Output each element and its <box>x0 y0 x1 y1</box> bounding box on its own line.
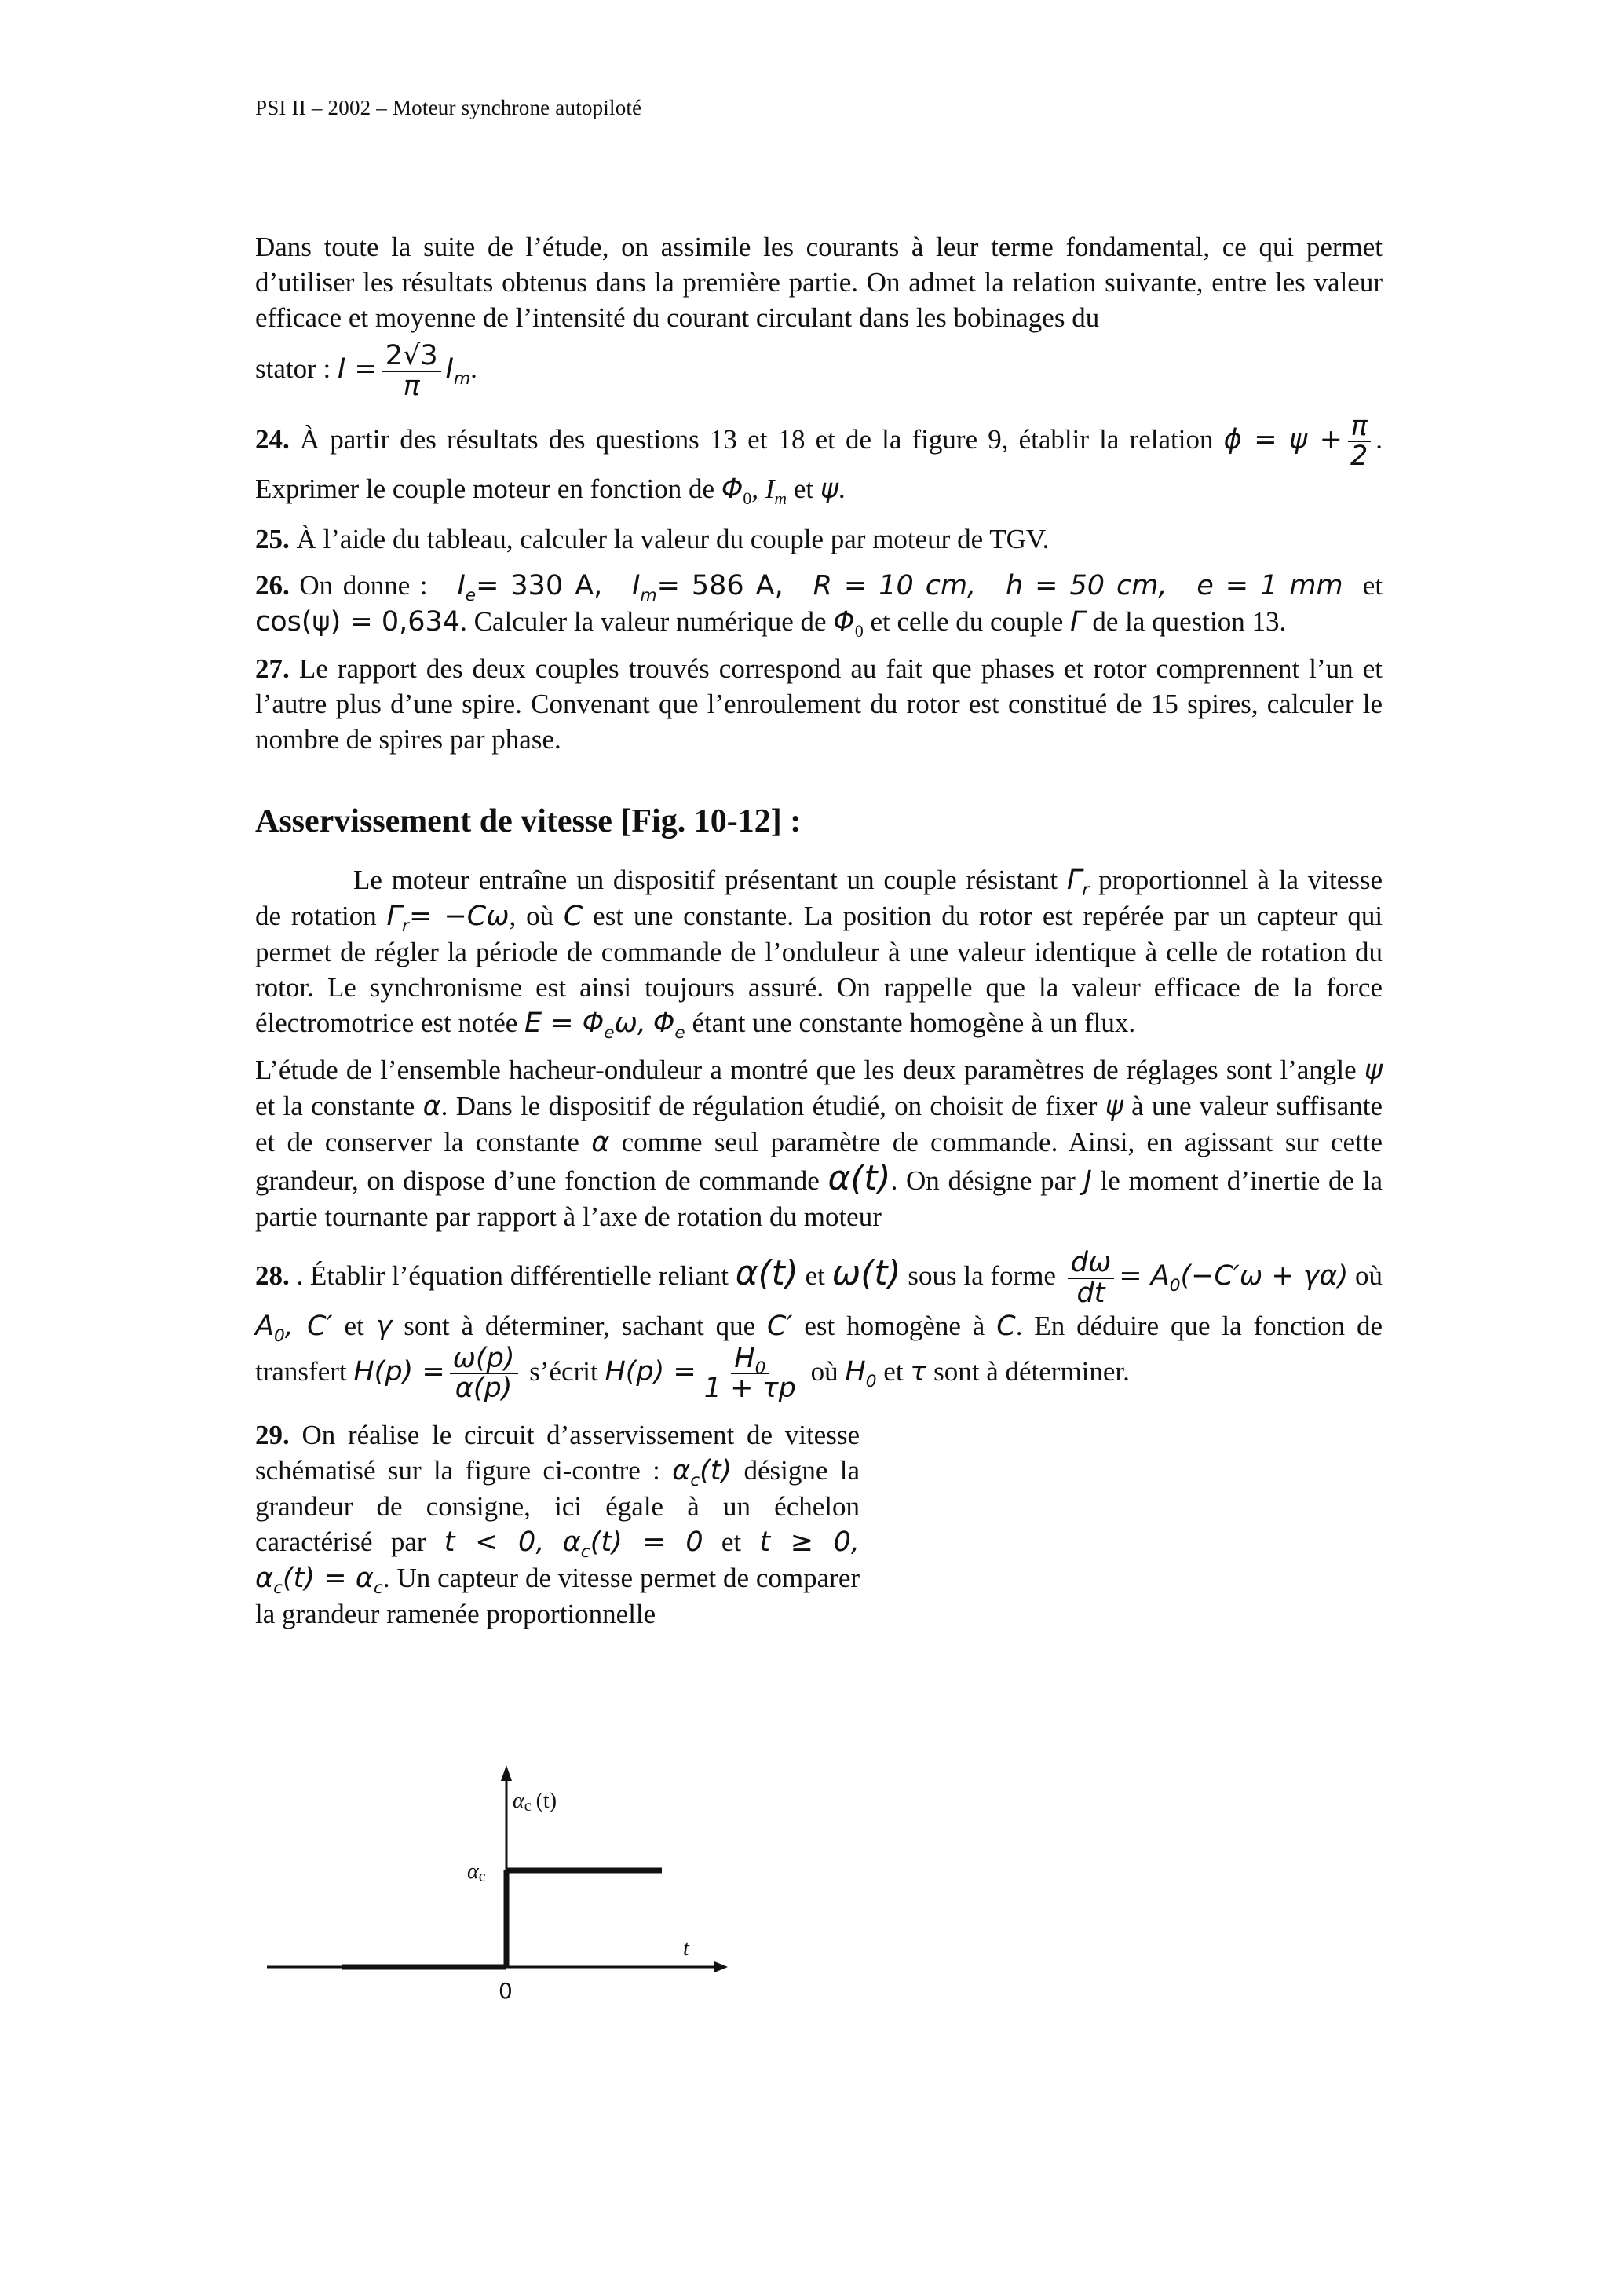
intro-paragraph: Dans toute la suite de l’étude, on assimile les courants à leur terme fondamental, ce qui permet d’utiliser les résultats obtenus dans la première partie. On admet la relation suivante, entre les valeur efficace et moyenne de l’intensité du courant circulant dans les bobinages du <box>255 232 1383 333</box>
step-input-figure <box>255 1759 758 2018</box>
section-heading: Asservissement de vitesse [Fig. 10-12] : <box>255 803 802 839</box>
paragraph-resistant-torque: Le moteur entraîne un dispositif présentant un couple résistant $\Gamma_r$ proportionnel à la vitesse de rotation $\Gamma_r= -C\omega$, où C est une constante. La position du rotor est repérée par un capteur qui permet de régler la période de commande de l’onduleur à une valeur identique à celle de rotation du rotor. Le synchronisme est ainsi toujours assuré. On rappelle que la valeur efficace de la force électromotrice est notée $E = \Phi_e\omega$, $\Phi_e$ étant une constante homogène à un flux. <box>255 865 1383 1043</box>
y-axis-label: αc (t) <box>513 1789 557 1815</box>
fraction-omega-alpha: $\frac{\omega(p)}{\alpha(p)}$ <box>450 1344 518 1404</box>
level-label: αc <box>467 1859 486 1885</box>
fraction-2sqrt3-pi: $\frac{2√3}{\pi}$ <box>382 342 441 401</box>
fraction-h0-1-tau-p: $\frac{H_0}{1 + \tau p}$ <box>703 1342 796 1405</box>
origin-label: 0 <box>499 1978 513 2004</box>
paragraph-control-parameters: L’étude de l’ensemble hacheur-onduleur a montré que les deux paramètres de réglages sont l’angle ψ et la constante α. Dans le dispositif de régulation étudié, on choisit de fixer ψ à une valeur suffisante et de conserver la constante α comme seul paramètre de commande. Ainsi, en agissant sur cette grandeur, on dispose d’une fonction de commande α(t). On désigne par J le moment d’inertie de la partie tournante par rapport à l’axe de rotation du moteur <box>255 1055 1383 1232</box>
question-27: 27. Le rapport des deux couples trouvés correspond au fait que phases et rotor comprennent l’un et l’autre plus d’une spire. Convenant que l’enroulement du rotor est constitué de 15 spires, calculer le nombre de spires par phase. <box>255 653 1383 755</box>
y-axis-arrowhead <box>501 1765 512 1781</box>
running-header: PSI II – 2002 – Moteur synchrone autopiloté <box>255 96 642 119</box>
formula-i: I = <box>337 353 378 385</box>
stator-formula-line: stator : I = $\frac{2√3}{\pi}$ $I_m$. <box>255 340 477 402</box>
fraction-pi-2: $\frac{\pi}{2}$ <box>1347 412 1371 472</box>
x-axis-arrowhead <box>714 1961 728 1972</box>
document-body <box>255 229 1383 1632</box>
question-24: 24. À partir des résultats des questions 13 et 18 et de la figure 9, établir la relation ϕ = ψ + $\frac{\pi}{2}$ . Exprimer le couple moteur en fonction de $\Phi_0$, $I_m$ et ψ. <box>255 410 1383 508</box>
question-29: 29. On réalise le circuit d’asservissement de vitesse schématisé sur la figure ci-contre : $\alpha_c(t)$ désigne la grandeur de consigne, ici égale à un échelon caractérisé par t < 0, $\alpha_c(t) = 0$ et t ≥ 0, $\alpha_c(t) = \alpha_c$. Un capteur de vitesse permet de comparer la grandeur ramenée proportionnelle <box>255 1420 860 1629</box>
question-26: 26. On donne : $I_e= 330$ A, $I_m= 586$ A, R = 10 cm, h = 50 cm, e = 1 mm et cos(ψ) = 0,634. Calculer la valeur numérique de $\Phi_0$ et celle du couple Γ de la question 13. <box>255 570 1383 641</box>
x-axis-label: t <box>683 1936 689 1961</box>
fraction-domega-dt: $\frac{d\omega}{dt}$ <box>1068 1249 1115 1308</box>
question-28: 28. . Établir l’équation différentielle reliant α(t) et ω(t) sous la forme $\frac{d\omega}{dt}$ = $A_0(-C'\omega + \gamma\alpha)$ où $A_0$, C′ et γ sont à déterminer, sachant que C′ est homogène à C. En déduire que la fonction de transfert H(p) = $\frac{\omega(p)}{\alpha(p)}$ s’écrit H(p) = $\frac{H_0}{1 + \tau p}$ où $H_0$ et τ sont à déterminer. <box>255 1247 1383 1405</box>
question-25: 25. À l’aide du tableau, calculer la valeur du couple par moteur de TGV. <box>255 524 1050 554</box>
